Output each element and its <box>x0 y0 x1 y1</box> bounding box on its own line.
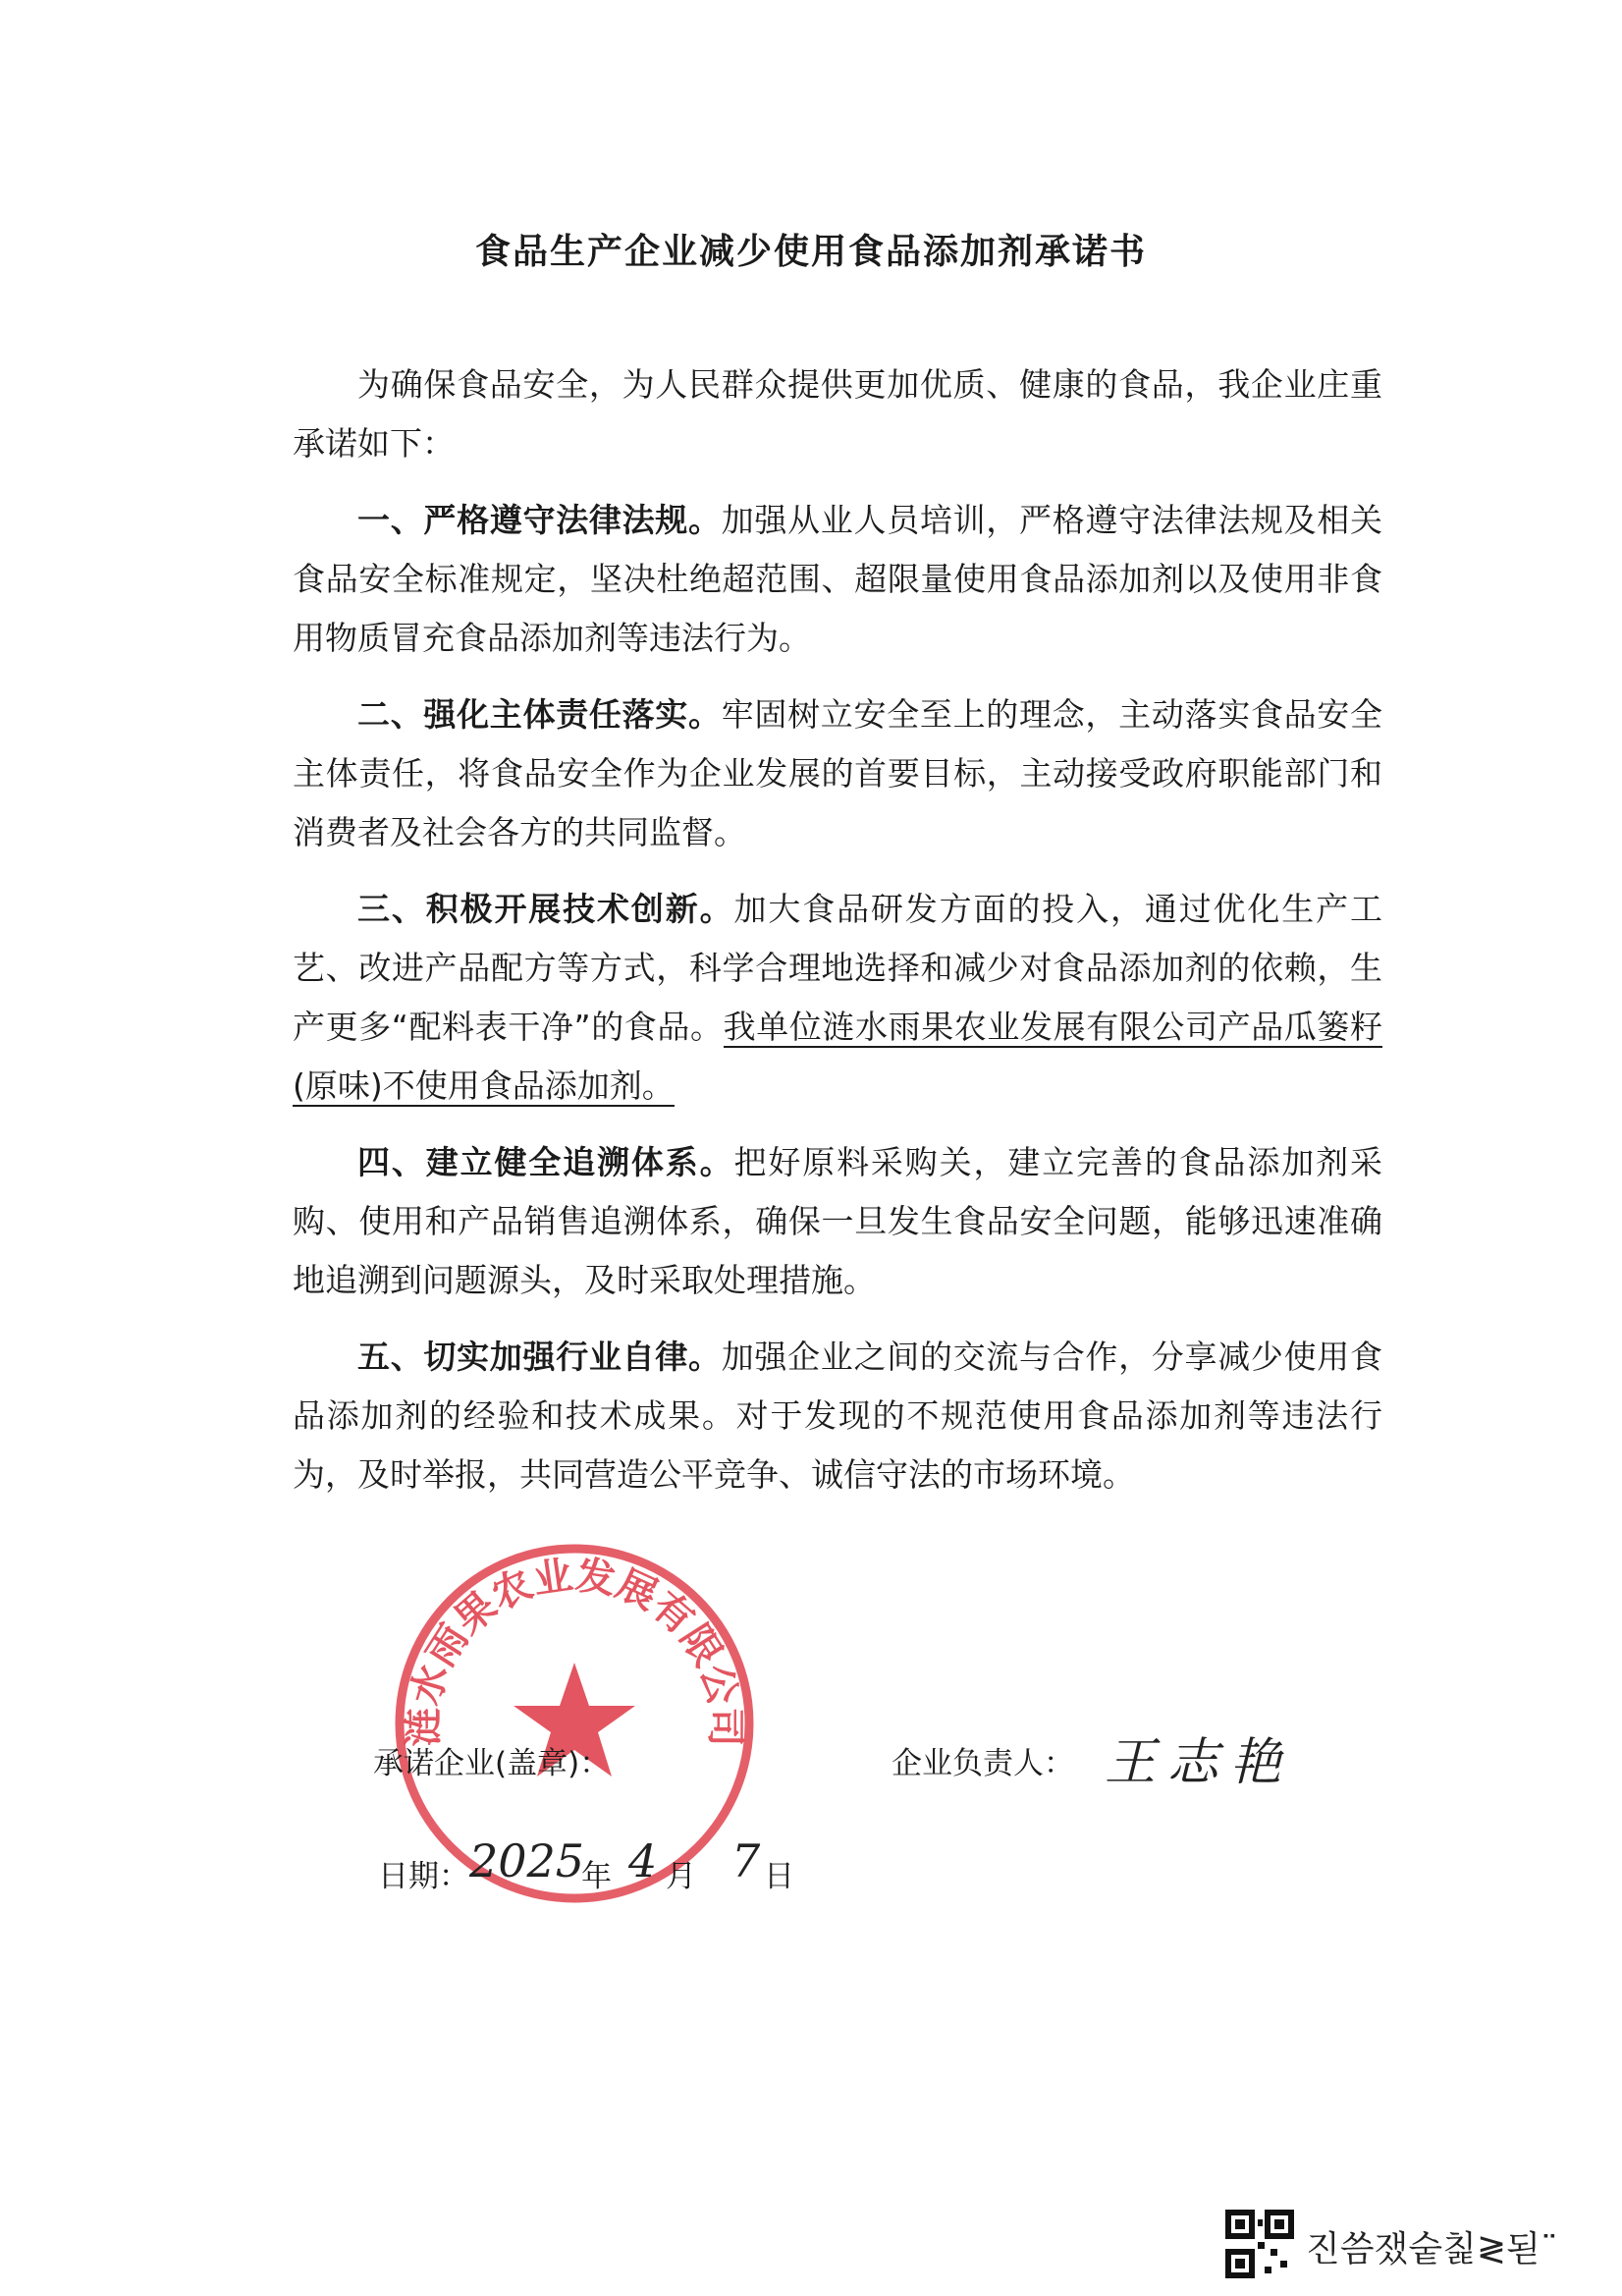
date-month-unit: 月 <box>666 1859 696 1894</box>
responsible-person-label: 企业负责人： <box>892 1746 1074 1781</box>
item-text: 把好原料采购关，建立完善的食品添加剂采购、使用和产品销售追溯体系，确保一旦发生食品安全问题，能够迅速准确地追溯到问题源头，及时采取处理措施。 <box>293 1143 1383 1299</box>
item-text: 加强企业之间的交流与合作，分享减少使用食品添加剂的经验和技术成果。对于发现的不规范使用食品添加剂等违法行为，及时举报，共同营造公平竞争、诚信守法的市场环境。 <box>293 1338 1383 1494</box>
company-stamp-label: 承诺企业(盖章)： <box>373 1746 611 1781</box>
intro-paragraph: 为确保食品安全，为人民群众提供更加优质、健康的食品，我企业庄重承诺如下： <box>293 365 1382 463</box>
item-lead: 五、切实加强行业自律。 <box>357 1338 722 1376</box>
qr-code-icon <box>1225 2210 1294 2278</box>
item-paragraph-3 <box>293 880 1382 1116</box>
item-text: 加强从业人员培训，严格遵守法律法规及相关食品安全标准规定，坚决杜绝超范围、超限量使用食品添加剂以及使用非食用物质冒充食品添加剂等违法行为。 <box>293 501 1383 657</box>
date-year-unit: 年 <box>581 1859 612 1894</box>
handwritten-signature: 王志艳 <box>1105 1733 1294 1792</box>
scanner-watermark-label: 진씀쟀숱칥≷됟¨ <box>1306 2229 1558 2269</box>
date-month: 4 <box>628 1834 658 1887</box>
item-lead: 四、建立健全追溯体系。 <box>357 1143 734 1181</box>
date-day: 7 <box>731 1834 761 1887</box>
document-body <box>293 355 1382 1522</box>
date-label: 日期： <box>378 1859 469 1894</box>
date-year: 2025 <box>469 1834 585 1887</box>
item-text: 牢固树立安全至上的理念，主动落实食品安全主体责任，将食品安全作为企业发展的首要目标，主动接受政府职能部门和消费者及社会各方的共同监督。 <box>293 695 1383 851</box>
date-day-unit: 日 <box>764 1859 794 1894</box>
document-title: 食品生产企业减少使用食品添加剂承诺书 <box>474 232 1147 272</box>
item-text: 加大食品研发方面的投入，通过优化生产工艺、改进产品配方等方式，科学合理地选择和减少对食品添加剂的依赖，生产更多“配料表干净”的食品。 <box>293 890 1383 1046</box>
underlined-statement: 我单位涟水雨果农业发展有限公司产品瓜篓籽(原味)不使用食品添加剂。 <box>293 1008 1382 1105</box>
item-lead: 三、积极开展技术创新。 <box>357 890 734 928</box>
item-paragraph-5 <box>293 1328 1382 1504</box>
seal-text: 涟水雨果农业发展有限公司 <box>401 1553 748 1747</box>
item-paragraph-1 <box>293 491 1382 668</box>
item-paragraph-4 <box>293 1133 1382 1310</box>
item-lead: 一、严格遵守法律法规。 <box>357 501 722 539</box>
item-paragraph-2 <box>293 685 1382 862</box>
item-lead: 二、强化主体责任落实。 <box>357 695 722 734</box>
